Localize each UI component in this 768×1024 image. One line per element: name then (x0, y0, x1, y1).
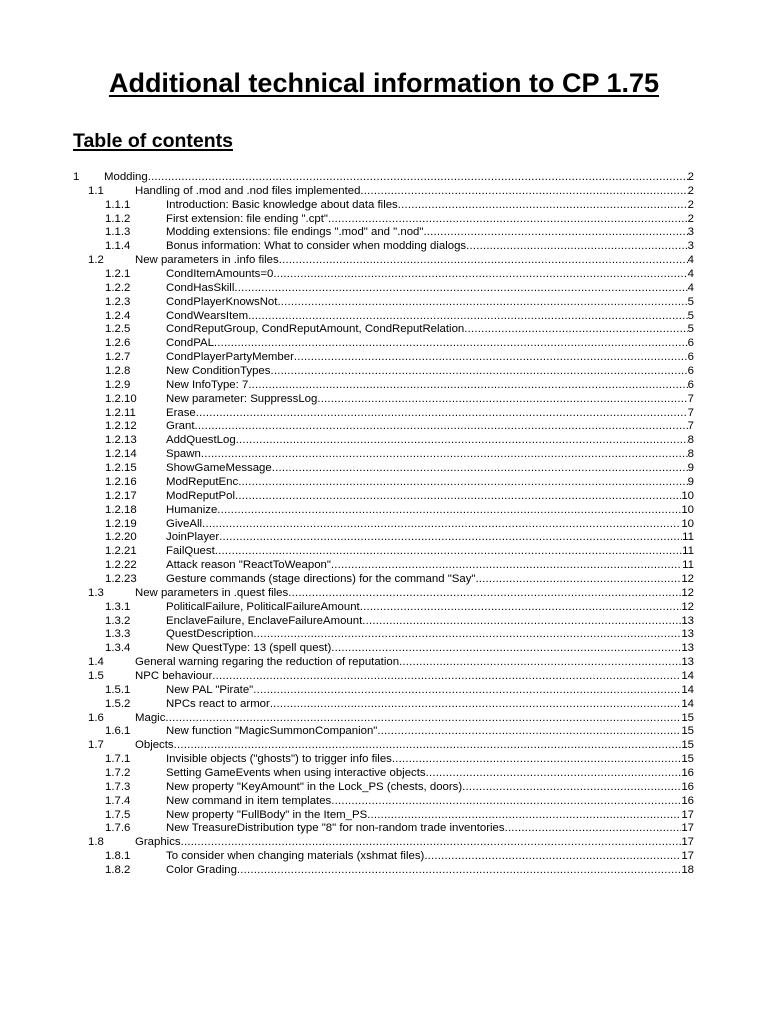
toc-entry-number: 1.3.3 (105, 628, 131, 641)
toc-entry[interactable] (0, 738, 768, 752)
toc-entry-page: 6 (687, 365, 694, 378)
toc-entry-number: 1.3.2 (105, 614, 131, 627)
toc-entry[interactable] (0, 558, 768, 572)
toc-entry-title: Objects (135, 739, 174, 752)
toc-entry-number: 1.7 (88, 739, 104, 752)
toc-entry-title: Graphics (135, 836, 181, 849)
toc-entry-page: 14 (681, 669, 694, 682)
toc-entry-page: 11 (682, 559, 694, 572)
toc-leader-dots (215, 544, 682, 558)
toc-entry-page: 7 (687, 392, 694, 405)
toc-leader-dots (212, 669, 681, 683)
toc-entry-number: 1.1 (88, 184, 104, 197)
toc-entry-title: Bonus information: What to consider when modding dialogs (166, 240, 467, 253)
toc-entry-title: CondPAL (166, 337, 214, 350)
toc-entry-page: 10 (681, 517, 694, 530)
toc-leader-dots (217, 503, 681, 517)
toc-entry[interactable] (0, 697, 768, 711)
toc-entry[interactable] (0, 322, 768, 336)
toc-leader-dots (219, 530, 682, 544)
toc-entry-title: Modding (104, 171, 148, 183)
toc-leader-dots (270, 697, 682, 711)
toc-entry-number: 1.2.5 (105, 323, 131, 336)
toc-entry-page: 2 (687, 184, 694, 197)
toc-entry[interactable] (0, 364, 768, 378)
toc-entry-title: AddQuestLog (166, 434, 236, 447)
toc-entry[interactable] (0, 517, 768, 531)
toc-leader-dots (196, 406, 688, 420)
toc-leader-dots (181, 835, 682, 849)
toc-leader-dots (277, 295, 687, 309)
toc-entry-title: Gesture commands (stage directions) for the command "Say" (166, 572, 476, 585)
toc-leader-dots (248, 309, 688, 323)
toc-entry[interactable] (0, 849, 768, 863)
toc-entry-number: 1.2.11 (105, 406, 136, 419)
toc-entry-number: 1.2 (88, 254, 104, 267)
toc-leader-dots (464, 322, 687, 336)
toc-leader-dots (272, 461, 688, 475)
toc-entry-title: QuestDescription (166, 628, 254, 641)
toc-entry-page: 16 (681, 766, 694, 779)
toc-leader-dots (253, 627, 681, 641)
toc-entry-number: 1.3.4 (105, 642, 131, 655)
toc-leader-dots (174, 738, 682, 752)
toc-entry-page: 4 (687, 254, 694, 267)
toc-entry-number: 1.2.6 (105, 337, 131, 350)
toc-entry-title: ModReputPol (166, 489, 236, 502)
toc-entry[interactable] (0, 475, 768, 489)
toc-leader-dots (367, 808, 681, 822)
toc-entry[interactable] (0, 295, 768, 309)
toc-entry-title: New TreasureDistribution type "8" for non-random trade inventories (166, 822, 505, 835)
toc-entry-number: 1.8.1 (105, 850, 131, 863)
toc-entry-page: 10 (681, 489, 694, 502)
toc-entry-page: 11 (682, 531, 694, 544)
toc-leader-dots (236, 433, 688, 447)
toc-entry-number: 1.6 (88, 711, 104, 724)
toc-leader-dots (214, 336, 688, 350)
toc-entry-number: 1.2.22 (105, 559, 137, 572)
toc-entry-page: 14 (681, 683, 694, 696)
toc-entry-page: 5 (687, 309, 694, 322)
toc-entry-number: 1.2.12 (105, 420, 137, 433)
toc-entry-page: 15 (681, 711, 694, 724)
document-title: Additional technical information to CP 1.75 (108, 68, 660, 98)
toc-entry-number: 1.5.1 (105, 683, 131, 696)
toc-entry-number: 1.3.1 (105, 600, 131, 613)
toc-entry-number: 1.7.5 (105, 808, 131, 821)
toc-leader-dots (505, 821, 682, 835)
toc-entry-page: 13 (681, 642, 694, 655)
toc-entry[interactable] (0, 752, 768, 766)
toc-entry-number: 1.4 (88, 656, 104, 669)
toc-entry-title: General warning regaring the reduction of reputation (135, 656, 400, 669)
toc-entry[interactable] (0, 544, 768, 558)
toc-entry-number: 1.8.2 (105, 864, 131, 876)
toc-entry-page: 13 (681, 614, 694, 627)
toc-entry-title: New property "FullBody" in the Item_PS (166, 808, 368, 821)
toc-entry-title: Setting GameEvents when using interactive objects (166, 766, 426, 779)
toc-leader-dots (165, 711, 681, 725)
toc-entry-page: 12 (681, 600, 694, 613)
toc-entry[interactable] (0, 184, 768, 198)
toc-entry-title: CondItemAmounts=0 (166, 268, 274, 281)
toc-entry-number: 1.2.2 (105, 281, 131, 294)
toc-entry-title: First extension: file ending ".cpt" (166, 212, 328, 225)
toc-entry-number: 1 (73, 171, 80, 183)
toc-entry-title: Humanize (166, 503, 218, 516)
toc-entry-number: 1.2.3 (105, 295, 131, 308)
toc-entry[interactable] (0, 350, 768, 364)
toc-entry[interactable] (0, 433, 768, 447)
toc-leader-dots (360, 600, 682, 614)
toc-leader-dots (424, 849, 681, 863)
toc-entry-number: 1.8 (88, 836, 104, 849)
toc-entry-number: 1.7.2 (105, 766, 131, 779)
toc-entry-title: Modding extensions: file endings ".mod" and ".nod" (166, 226, 424, 239)
toc-entry-title: New property "KeyAmount" in the Lock_PS (chests, doors) (166, 780, 463, 793)
toc-entry[interactable] (0, 808, 768, 822)
toc-entry-title: Attack reason "ReactToWeapon" (166, 559, 331, 572)
toc-entry-title: Spawn (166, 448, 201, 461)
toc-entry-title: Handling of .mod and .nod files implemented (135, 184, 361, 197)
toc-entry-page: 6 (687, 378, 694, 391)
toc-entry-page: 17 (681, 836, 694, 849)
toc-entry-page: 7 (687, 406, 694, 419)
toc-entry[interactable] (0, 267, 768, 281)
toc-entry-page: 9 (687, 475, 694, 488)
toc-leader-dots (398, 198, 688, 212)
toc-entry[interactable] (0, 281, 768, 295)
toc-entry-title: GiveAll (166, 517, 203, 530)
toc-entry-page: 12 (681, 586, 694, 599)
toc-entry-title: CondPlayerKnowsNot (166, 295, 278, 308)
toc-entry-title: New command in item templates (166, 794, 332, 807)
toc-entry-title: New function "MagicSummonCompanion" (166, 725, 378, 738)
toc-entry[interactable] (0, 821, 768, 835)
toc-entry-title: NPCs react to armor (166, 697, 270, 710)
toc-entry-page: 5 (687, 295, 694, 308)
toc-entry-number: 1.6.1 (105, 725, 131, 738)
toc-leader-dots (237, 863, 681, 877)
toc-entry-number: 1.7.3 (105, 780, 131, 793)
toc-entry-title: ModReputEnc (166, 475, 239, 488)
toc-entry-title: New parameters in .quest files (135, 586, 289, 599)
toc-leader-dots (399, 655, 681, 669)
toc-entry-title: New ConditionTypes (166, 365, 271, 378)
toc-entry-page: 17 (681, 808, 694, 821)
toc-heading: Table of contents (73, 130, 233, 152)
toc-entry-title: CondPlayerPartyMember (166, 351, 294, 364)
toc-entry-number: 1.2.17 (105, 489, 137, 502)
toc-leader-dots (253, 683, 681, 697)
toc-entry[interactable] (0, 600, 768, 614)
toc-entry-number: 1.5.2 (105, 697, 131, 710)
toc-entry-page: 7 (687, 420, 694, 433)
toc-entry[interactable] (0, 835, 768, 849)
toc-entry-title: Erase (166, 406, 196, 419)
toc-entry[interactable] (0, 198, 768, 212)
toc-entry-number: 1.2.4 (105, 309, 131, 322)
toc-entry[interactable] (0, 253, 768, 267)
toc-leader-dots (331, 794, 681, 808)
toc-entry-number: 1.2.14 (105, 448, 137, 461)
toc-entry-title: NPC behaviour (135, 669, 213, 682)
toc-entry-number: 1.2.19 (105, 517, 137, 530)
toc-entry-page: 18 (681, 864, 694, 876)
toc-entry-page: 14 (681, 697, 694, 710)
toc-entry-number: 1.2.10 (105, 392, 137, 405)
toc-leader-dots (362, 614, 681, 628)
toc-entry[interactable] (0, 406, 768, 420)
toc-entry-number: 1.2.1 (105, 268, 131, 281)
toc-entry[interactable] (0, 586, 768, 600)
toc-entry-page: 2 (687, 171, 694, 183)
toc-entry-title: CondWearsItem (166, 309, 249, 322)
toc-entry-page: 5 (687, 323, 694, 336)
toc-entry-title: Color Grading (166, 864, 237, 876)
toc-entry-page: 11 (682, 545, 694, 558)
toc-entry-page: 17 (681, 822, 694, 835)
toc-entry[interactable] (0, 170, 768, 184)
toc-leader-dots (423, 225, 687, 239)
toc-leader-dots (273, 267, 687, 281)
toc-entry-number: 1.5 (88, 669, 104, 682)
toc-entry-title: New parameters in .info files (135, 254, 279, 267)
toc-entry-number: 1.2.8 (105, 365, 131, 378)
toc-entry-number: 1.3 (88, 586, 104, 599)
toc-entry-title: ShowGameMessage (166, 462, 272, 475)
toc-entry-number: 1.2.23 (105, 572, 137, 585)
toc-entry[interactable] (0, 378, 768, 392)
toc-entry-page: 15 (681, 725, 694, 738)
toc-entry-page: 13 (681, 656, 694, 669)
toc-entry[interactable] (0, 780, 768, 794)
toc-entry[interactable] (0, 766, 768, 780)
toc-entry-title: FailQuest (166, 545, 215, 558)
toc-entry-number: 1.7.6 (105, 822, 131, 835)
toc-entry-title: Magic (135, 711, 166, 724)
toc-entry-number: 1.2.9 (105, 378, 131, 391)
toc-entry-number: 1.2.20 (105, 531, 137, 544)
toc-entry[interactable] (0, 863, 768, 877)
toc-entry-number: 1.2.16 (105, 475, 137, 488)
toc-leader-dots (201, 447, 688, 461)
toc-entry-number: 1.2.18 (105, 503, 137, 516)
toc-leader-dots (202, 517, 681, 531)
toc-entry-page: 4 (687, 268, 694, 281)
toc-entry[interactable] (0, 627, 768, 641)
toc-leader-dots (270, 364, 687, 378)
toc-leader-dots (288, 586, 681, 600)
toc-entry-page: 16 (681, 780, 694, 793)
toc-leader-dots (317, 392, 687, 406)
toc-entry[interactable] (0, 683, 768, 697)
toc-entry-page: 9 (687, 462, 694, 475)
toc-entry[interactable] (0, 212, 768, 226)
toc-entry[interactable] (0, 655, 768, 669)
toc-entry-number: 1.7.4 (105, 794, 131, 807)
toc-entry[interactable] (0, 447, 768, 461)
toc-leader-dots (248, 378, 687, 392)
toc-entry[interactable] (0, 503, 768, 517)
toc-entry[interactable] (0, 392, 768, 406)
toc-entry-page: 16 (681, 794, 694, 807)
toc-entry-number: 1.1.2 (105, 212, 131, 225)
toc-entry-number: 1.2.13 (105, 434, 137, 447)
toc-leader-dots (392, 752, 681, 766)
toc-entry-number: 1.1.4 (105, 240, 131, 253)
toc-entry-page: 10 (681, 503, 694, 516)
toc-entry[interactable] (0, 572, 768, 586)
toc-entry[interactable] (0, 794, 768, 808)
toc-leader-dots (377, 724, 681, 738)
toc-entry-page: 3 (687, 240, 694, 253)
toc-entry-page: 8 (687, 448, 694, 461)
toc-leader-dots (279, 253, 688, 267)
toc-entry-page: 15 (681, 753, 694, 766)
toc-leader-dots (475, 572, 681, 586)
toc-entry-page: 4 (687, 281, 694, 294)
toc-entry[interactable] (0, 336, 768, 350)
toc-entry[interactable] (0, 225, 768, 239)
toc-leader-dots (195, 419, 688, 433)
toc-leader-dots (426, 766, 682, 780)
toc-leader-dots (234, 281, 687, 295)
toc-entry-title: Invisible objects ("ghosts") to trigger info files (166, 753, 392, 766)
toc-entry[interactable] (0, 724, 768, 738)
toc-entry[interactable] (0, 641, 768, 655)
toc-entry[interactable] (0, 309, 768, 323)
toc-entry-page: 17 (681, 850, 694, 863)
toc-entry-page: 3 (687, 226, 694, 239)
toc-leader-dots (238, 475, 687, 489)
toc-entry-page: 6 (687, 351, 694, 364)
toc-entry[interactable] (0, 711, 768, 725)
toc-entry[interactable] (0, 530, 768, 544)
toc-entry-page: 2 (687, 212, 694, 225)
toc-entry-title: EnclaveFailure, EnclaveFailureAmount (166, 614, 363, 627)
toc-entry-page: 2 (687, 198, 694, 211)
toc-leader-dots (466, 239, 688, 253)
toc-entry-title: CondReputGroup, CondReputAmount, CondReputRelation (166, 323, 465, 336)
toc-entry-page: 6 (687, 337, 694, 350)
toc-entry-number: 1.2.15 (105, 462, 137, 475)
toc-leader-dots (331, 641, 681, 655)
toc-entry-title: JoinPlayer (166, 531, 220, 544)
toc-entry-page: 15 (681, 739, 694, 752)
toc-leader-dots (328, 212, 688, 226)
toc-entry-title: Introduction: Basic knowledge about data files (166, 198, 398, 211)
toc-entry[interactable] (0, 489, 768, 503)
toc-leader-dots (294, 350, 688, 364)
toc-leader-dots (331, 558, 682, 572)
toc-entry[interactable] (0, 239, 768, 253)
toc-entry-page: 12 (681, 572, 694, 585)
toc-entry-title: Grant (166, 420, 195, 433)
toc-entry-number: 1.1.1 (105, 198, 131, 211)
toc-entry-number: 1.2.7 (105, 351, 131, 364)
toc-entry-title: New parameter: SuppressLog (166, 392, 318, 405)
toc-entry-number: 1.7.1 (105, 753, 131, 766)
toc-entry[interactable] (0, 669, 768, 683)
toc-entry-title: PoliticalFailure, PoliticalFailureAmount (166, 600, 360, 613)
toc-entry-title: To consider when changing materials (xshmat files) (166, 850, 425, 863)
toc-entry-number: 1.2.21 (105, 545, 137, 558)
toc-entry-number: 1.1.3 (105, 226, 131, 239)
toc-entry-title: New InfoType: 7 (166, 378, 249, 391)
toc-entry-title: New PAL "Pirate" (166, 683, 254, 696)
toc-leader-dots (360, 184, 687, 198)
toc-leader-dots (235, 489, 681, 503)
toc-entry-page: 8 (687, 434, 694, 447)
toc-entry[interactable] (0, 419, 768, 433)
toc-entry-title: CondHasSkill (166, 281, 235, 294)
toc-leader-dots (462, 780, 681, 794)
toc-leader-dots (148, 170, 688, 184)
toc-entry[interactable] (0, 614, 768, 628)
toc-entry-title: New QuestType: 13 (spell quest) (166, 642, 332, 655)
toc-entry[interactable] (0, 461, 768, 475)
toc-entry-page: 13 (681, 628, 694, 641)
